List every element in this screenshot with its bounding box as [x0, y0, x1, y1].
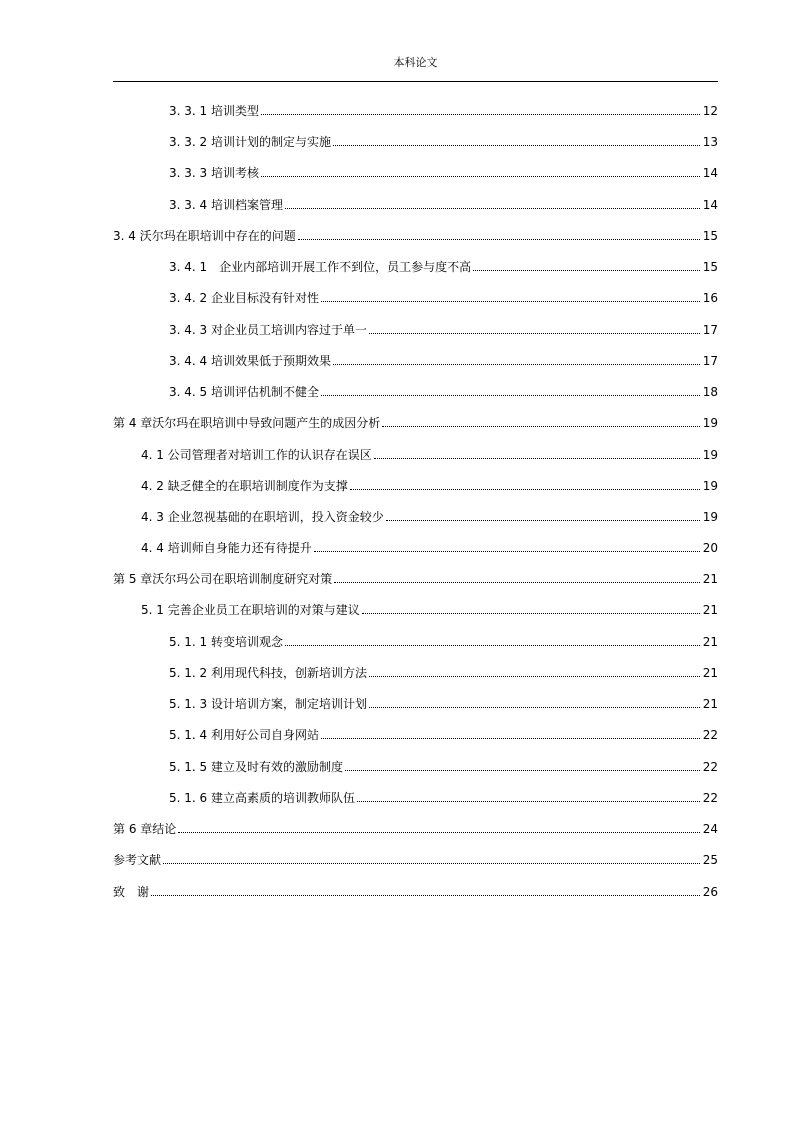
- toc-entry-title: 4. 1 公司管理者对培训工作的认识存在误区: [141, 448, 372, 462]
- toc-dot-leader: [333, 145, 700, 146]
- toc-page-number: 21: [702, 603, 718, 617]
- toc-page-number: 17: [702, 323, 718, 337]
- toc-page-number: 19: [702, 448, 718, 462]
- toc-page-number: 14: [702, 198, 718, 212]
- toc-entry[interactable]: [113, 848, 718, 868]
- toc-page-number: 25: [702, 853, 718, 867]
- toc-page-number: 20: [702, 541, 718, 555]
- toc-entry[interactable]: [169, 692, 718, 712]
- toc-entry-title: 参考文献: [113, 853, 162, 867]
- toc-entry-title: 4. 4 培训师自身能力还有待提升: [141, 541, 312, 555]
- toc-page-number: 21: [702, 666, 718, 680]
- toc-entry-title: 4. 3 企业忽视基础的在职培训，投入资金较少: [141, 510, 384, 524]
- toc-dot-leader: [369, 333, 700, 334]
- toc-dot-leader: [261, 114, 700, 115]
- toc-dot-leader: [374, 458, 700, 459]
- toc-dot-leader: [261, 176, 700, 177]
- toc-entry[interactable]: [113, 411, 718, 431]
- toc-page-number: 14: [702, 166, 718, 180]
- toc-entry[interactable]: [169, 630, 718, 650]
- toc-entry-title: 3. 3. 4 培训档案管理: [169, 198, 283, 212]
- toc-page-number: 16: [702, 291, 718, 305]
- toc-dot-leader: [473, 270, 700, 271]
- toc-dot-leader: [382, 426, 699, 427]
- toc-page-number: 19: [702, 510, 718, 524]
- toc-entry[interactable]: [169, 193, 718, 213]
- toc-entry-title: 3. 4. 2 企业目标没有针对性: [169, 291, 319, 305]
- toc-entry[interactable]: [169, 380, 718, 400]
- toc-entry[interactable]: [169, 661, 718, 681]
- toc-entry[interactable]: [169, 786, 718, 806]
- toc-dot-leader: [345, 770, 700, 771]
- toc-dot-leader: [285, 208, 700, 209]
- toc-entry[interactable]: [141, 536, 718, 556]
- toc-entry[interactable]: [169, 161, 718, 181]
- toc-entry-title: 5. 1. 2 利用现代科技，创新培训方法: [169, 666, 367, 680]
- toc-entry-title: 5. 1. 1 转变培训观念: [169, 635, 283, 649]
- toc-dot-leader: [178, 832, 699, 833]
- toc-entry[interactable]: [113, 567, 718, 587]
- toc-entry[interactable]: [141, 505, 718, 525]
- toc-entry[interactable]: [141, 474, 718, 494]
- toc-entry-title: 5. 1. 6 建立高素质的培训教师队伍: [169, 791, 355, 805]
- toc-entry-title: 第 6 章结论: [113, 822, 177, 836]
- toc-entry-title: 致 谢: [113, 885, 150, 899]
- toc-page-number: 19: [702, 479, 718, 493]
- page-header: 本科论文: [393, 56, 438, 69]
- toc-entry[interactable]: [113, 817, 718, 837]
- toc-entry[interactable]: [113, 880, 718, 900]
- toc-entry-title: 3. 4. 3 对企业员工培训内容过于单一: [169, 323, 367, 337]
- toc-page-number: 19: [702, 416, 718, 430]
- toc-dot-leader: [333, 364, 700, 365]
- toc-dot-leader: [369, 676, 700, 677]
- toc-page-number: 15: [702, 260, 718, 274]
- toc-entry[interactable]: [169, 255, 718, 275]
- toc-dot-leader: [321, 301, 700, 302]
- toc-entry[interactable]: [169, 130, 718, 150]
- toc-page-number: 17: [702, 354, 718, 368]
- toc-dot-leader: [321, 738, 700, 739]
- toc-entry-title: 3. 4. 5 培训评估机制不健全: [169, 385, 319, 399]
- toc-dot-leader: [362, 613, 700, 614]
- toc-entry-title: 3. 4. 1 企业内部培训开展工作不到位，员工参与度不高: [169, 260, 472, 274]
- toc-page-number: 21: [702, 635, 718, 649]
- toc-page-number: 13: [702, 135, 718, 149]
- toc-dot-leader: [285, 645, 700, 646]
- toc-page-number: 26: [702, 885, 718, 899]
- toc-dot-leader: [350, 489, 700, 490]
- toc-entry[interactable]: [169, 318, 718, 338]
- toc-page-number: 12: [702, 104, 718, 118]
- toc-entry[interactable]: [169, 723, 718, 743]
- toc-dot-leader: [151, 895, 700, 896]
- toc-entry-title: 第 5 章沃尔玛公司在职培训制度研究对策: [113, 572, 333, 586]
- toc-entry-title: 5. 1. 3 设计培训方案，制定培训计划: [169, 697, 367, 711]
- toc-dot-leader: [163, 863, 700, 864]
- toc-entry-title: 3. 3. 1 培训类型: [169, 104, 259, 118]
- toc-page-number: 22: [702, 728, 718, 742]
- toc-page-number: 22: [702, 791, 718, 805]
- toc-entry-title: 5. 1 完善企业员工在职培训的对策与建议: [141, 603, 360, 617]
- toc-page-number: 22: [702, 760, 718, 774]
- toc-page-number: 24: [702, 822, 718, 836]
- toc-dot-leader: [357, 801, 700, 802]
- toc-entry[interactable]: [169, 286, 718, 306]
- toc-entry-title: 3. 3. 3 培训考核: [169, 166, 259, 180]
- toc-entry[interactable]: [169, 349, 718, 369]
- toc-page-number: 15: [702, 229, 718, 243]
- toc-dot-leader: [321, 395, 700, 396]
- toc-entry[interactable]: [141, 598, 718, 618]
- toc-entry[interactable]: [113, 224, 718, 244]
- toc-page-number: 21: [702, 572, 718, 586]
- toc-dot-leader: [386, 520, 700, 521]
- toc-page-number: 18: [702, 385, 718, 399]
- toc-entry-title: 3. 3. 2 培训计划的制定与实施: [169, 135, 331, 149]
- toc-entry[interactable]: [169, 99, 718, 119]
- toc-page-number: 21: [702, 697, 718, 711]
- toc-entry-title: 5. 1. 5 建立及时有效的激励制度: [169, 760, 343, 774]
- toc-entry-title: 3. 4 沃尔玛在职培训中存在的问题: [113, 229, 296, 243]
- toc-dot-leader: [334, 582, 699, 583]
- toc-entry[interactable]: [141, 443, 718, 463]
- toc-dot-leader: [369, 707, 700, 708]
- toc-entry-title: 3. 4. 4 培训效果低于预期效果: [169, 354, 331, 368]
- toc-entry[interactable]: [169, 755, 718, 775]
- toc-dot-leader: [314, 551, 700, 552]
- toc-dot-leader: [298, 239, 700, 240]
- toc-entry-title: 4. 2 缺乏健全的在职培训制度作为支撑: [141, 479, 348, 493]
- toc-entry-title: 第 4 章沃尔玛在职培训中导致问题产生的成因分析: [113, 416, 381, 430]
- toc-entry-title: 5. 1. 4 利用好公司自身网站: [169, 728, 319, 742]
